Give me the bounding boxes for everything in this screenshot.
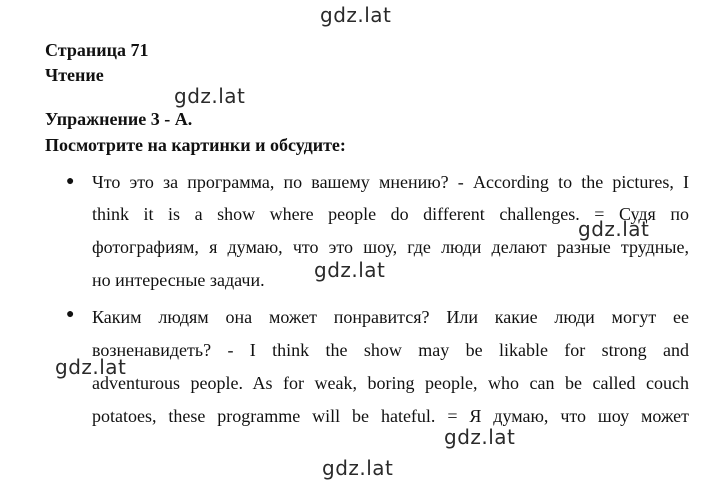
task-instruction: Посмотрите на картинки и обсудите: xyxy=(45,135,346,155)
text-line: но интересные задачи. xyxy=(92,270,265,290)
text-line: возненавидеть? - I think the show may be likable for strong and xyxy=(92,340,689,360)
page-number-heading: Страница 71 xyxy=(45,40,149,60)
watermark-bottom: gdz.lat xyxy=(322,456,394,480)
text-line: фотографиям, я думаю, что это шоу, где люди делают разные трудные, xyxy=(92,237,689,257)
watermark: gdz.lat xyxy=(55,355,127,379)
text-line: think it is a show where people do different challenges. = Судя по xyxy=(92,204,689,224)
watermark: gdz.lat xyxy=(444,425,516,449)
bullet-icon: ● xyxy=(66,174,75,189)
text-line: adventurous people. As for weak, boring people, who can be called couch xyxy=(92,373,689,393)
text-line: Каким людям она может понравится? Или какие люди могут ее xyxy=(92,307,689,327)
section-heading: Чтение xyxy=(45,65,104,85)
text-line: potatoes, these programme will be hateful. = Я думаю, что шоу может xyxy=(92,406,689,426)
watermark: gdz.lat xyxy=(578,217,650,241)
watermark: gdz.lat xyxy=(314,258,386,282)
exercise-heading: Упражнение 3 - А. xyxy=(45,109,193,129)
bullet-icon: ● xyxy=(66,307,75,322)
text-line: Что это за программа, по вашему мнению? - According to the pictures, I xyxy=(92,172,689,192)
watermark: gdz.lat xyxy=(174,84,246,108)
watermark-top: gdz.lat xyxy=(320,3,392,27)
